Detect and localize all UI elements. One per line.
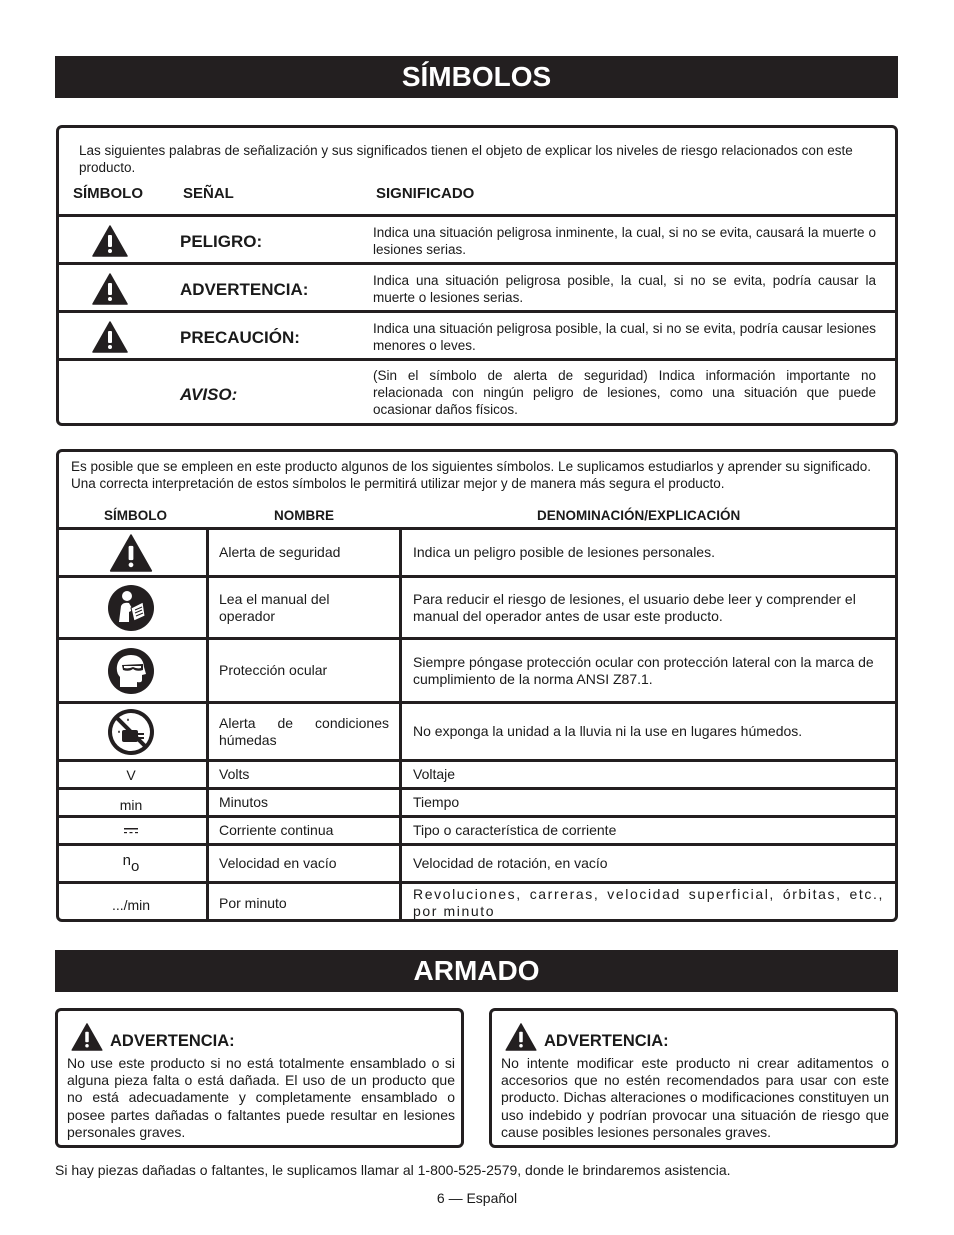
page-footer: 6 — Español [436, 1190, 518, 1206]
symbol-text: n [122, 852, 131, 869]
warning-box [489, 1008, 898, 1148]
symbol-row [56, 575, 898, 637]
symbol-row [56, 701, 898, 759]
symbol-cell [56, 818, 206, 843]
symbol-explanation: Revoluciones, carreras, velocidad superficial, órbitas, etc., por minuto [413, 886, 884, 919]
symbol-explanation: Indica un peligro posible de lesiones personales. [413, 544, 715, 560]
symbols-table [56, 449, 898, 922]
symbol-cell [56, 578, 206, 637]
symbol-row [56, 637, 898, 701]
symbol-name: Minutos [219, 794, 269, 810]
symbol-cell [56, 640, 206, 701]
warning-triangle-icon [92, 225, 128, 257]
direct-current-icon [123, 827, 139, 835]
header-signal: SEÑAL [183, 185, 234, 202]
symbol-explanation: Voltaje [413, 766, 456, 782]
symbol-row [56, 759, 898, 787]
signal-meaning: Indica una situación peligrosa posible, la cual, si no se evita, podría causar lesiones menores o leves. [373, 321, 876, 353]
symbol-name: Lea el manual del operador [219, 590, 330, 624]
signal-row [56, 214, 898, 262]
wet-conditions-icon [107, 708, 155, 756]
symbol-row [56, 815, 898, 843]
symbol-cell [56, 704, 206, 759]
symbol-explanation: Siempre póngase protección ocular con protección lateral con la marca de cumplimiento de la norma ANSI Z87.1. [413, 653, 874, 687]
symbol-text: V [126, 766, 136, 783]
warning-triangle-icon [504, 1023, 538, 1051]
symbol-explanation: Tiempo [413, 794, 460, 810]
signal-row [56, 358, 898, 426]
header-symbol: SÍMBOLO [104, 508, 167, 523]
safety-alert-icon [109, 534, 153, 572]
warning-title: ADVERTENCIA: [110, 1032, 235, 1050]
warning-body: No intente modificar este producto ni crear aditamentos o accesorios que no estén recomendados para usar con este producto. Dichas alteraciones o modificaciones constituyen un uso indebido y podrían provocar una situación de riesgo que cause posibles lesiones personales graves. [501, 1055, 889, 1140]
signal-words-table [56, 125, 898, 426]
warning-triangle-icon [92, 273, 128, 305]
contact-note: Si hay piezas dañadas o faltantes, le suplicamos llamar al 1-800-525-2579, donde le brindaremos asistencia. [55, 1162, 731, 1178]
warning-triangle-icon [92, 321, 128, 353]
header-meaning: SIGNIFICADO [376, 185, 475, 202]
signal-meaning: (Sin el símbolo de alerta de seguridad) Indica información importante no relacionada con ningún peligro de lesiones, como una situación que puede ocasionar daños físicos. [373, 368, 876, 417]
section-title-armado: ARMADO [55, 950, 898, 992]
symbol-explanation: Para reducir el riesgo de lesiones, el usuario debe leer y comprender el manual del operador antes de usar este producto. [413, 590, 856, 624]
symbol-name: Volts [219, 766, 250, 782]
eye-protection-icon [107, 647, 155, 695]
symbol-name: Alerta de seguridad [219, 544, 341, 560]
symbol-row [56, 881, 898, 922]
warning-box [55, 1008, 464, 1148]
warning-triangle-icon [70, 1023, 104, 1051]
signal-row [56, 310, 898, 358]
symbol-name: Por minuto [219, 894, 287, 911]
signal-row [56, 262, 898, 310]
symbols-intro: Es posible que se empleen en este producto algunos de los siguientes símbolos. Le suplicamos estudiarlos y aprender su significado. Una correcta interpretación de estos símbolos le permitirá utilizar mejor y de manera más segura el producto. [71, 459, 871, 491]
warning-title: ADVERTENCIA: [544, 1032, 669, 1050]
signal-intro: Las siguientes palabras de señalización y sus significados tienen el objeto de explicar los niveles de riesgo relacionados con este producto. [79, 143, 853, 175]
signal-word: PRECAUCIÓN: [180, 328, 300, 347]
symbol-cell [56, 530, 206, 575]
symbol-name: Alerta de condiciones húmedas [219, 714, 389, 748]
symbol-row [56, 843, 898, 881]
symbol-explanation: Tipo o característica de corriente [413, 822, 617, 838]
symbol-row [56, 787, 898, 815]
header-symbol: SÍMBOLO [73, 185, 143, 202]
signal-meaning: Indica una situación peligrosa inminente, la cual, si no se evita, causará la muerte o lesiones serias. [373, 225, 876, 257]
section-title-simbolos: SÍMBOLOS [55, 56, 898, 98]
symbol-name: Protección ocular [219, 662, 328, 678]
warning-body: No use este producto si no está totalmente ensamblado o si alguna pieza falta o está dañada. El uso de un producto que no está adecuadamente y completamente ensamblado o posee partes dañadas o faltantes puede resultar en lesiones personales graves. [67, 1055, 455, 1140]
header-explanation: DENOMINACIÓN/EXPLICACIÓN [537, 508, 741, 523]
symbol-name: Corriente continua [219, 822, 334, 838]
symbol-text: .../min [111, 897, 151, 913]
signal-meaning: Indica una situación peligrosa posible, la cual, si no se evita, podría causar la muerte o lesiones serias. [373, 273, 876, 305]
symbol-row [56, 527, 898, 575]
signal-word: PELIGRO: [180, 232, 263, 251]
symbol-text: min [119, 796, 143, 813]
symbol-subscript: o [131, 858, 140, 875]
symbol-explanation: No exponga la unidad a la lluvia ni la use en lugares húmedos. [413, 723, 803, 739]
signal-word: AVISO: [180, 385, 238, 404]
symbol-cell [56, 846, 206, 881]
symbol-explanation: Velocidad de rotación, en vacío [413, 855, 608, 871]
signal-word: ADVERTENCIA: [180, 280, 309, 299]
header-name: NOMBRE [274, 508, 334, 523]
symbol-name: Velocidad en vacío [219, 855, 337, 871]
read-manual-icon [107, 584, 155, 632]
